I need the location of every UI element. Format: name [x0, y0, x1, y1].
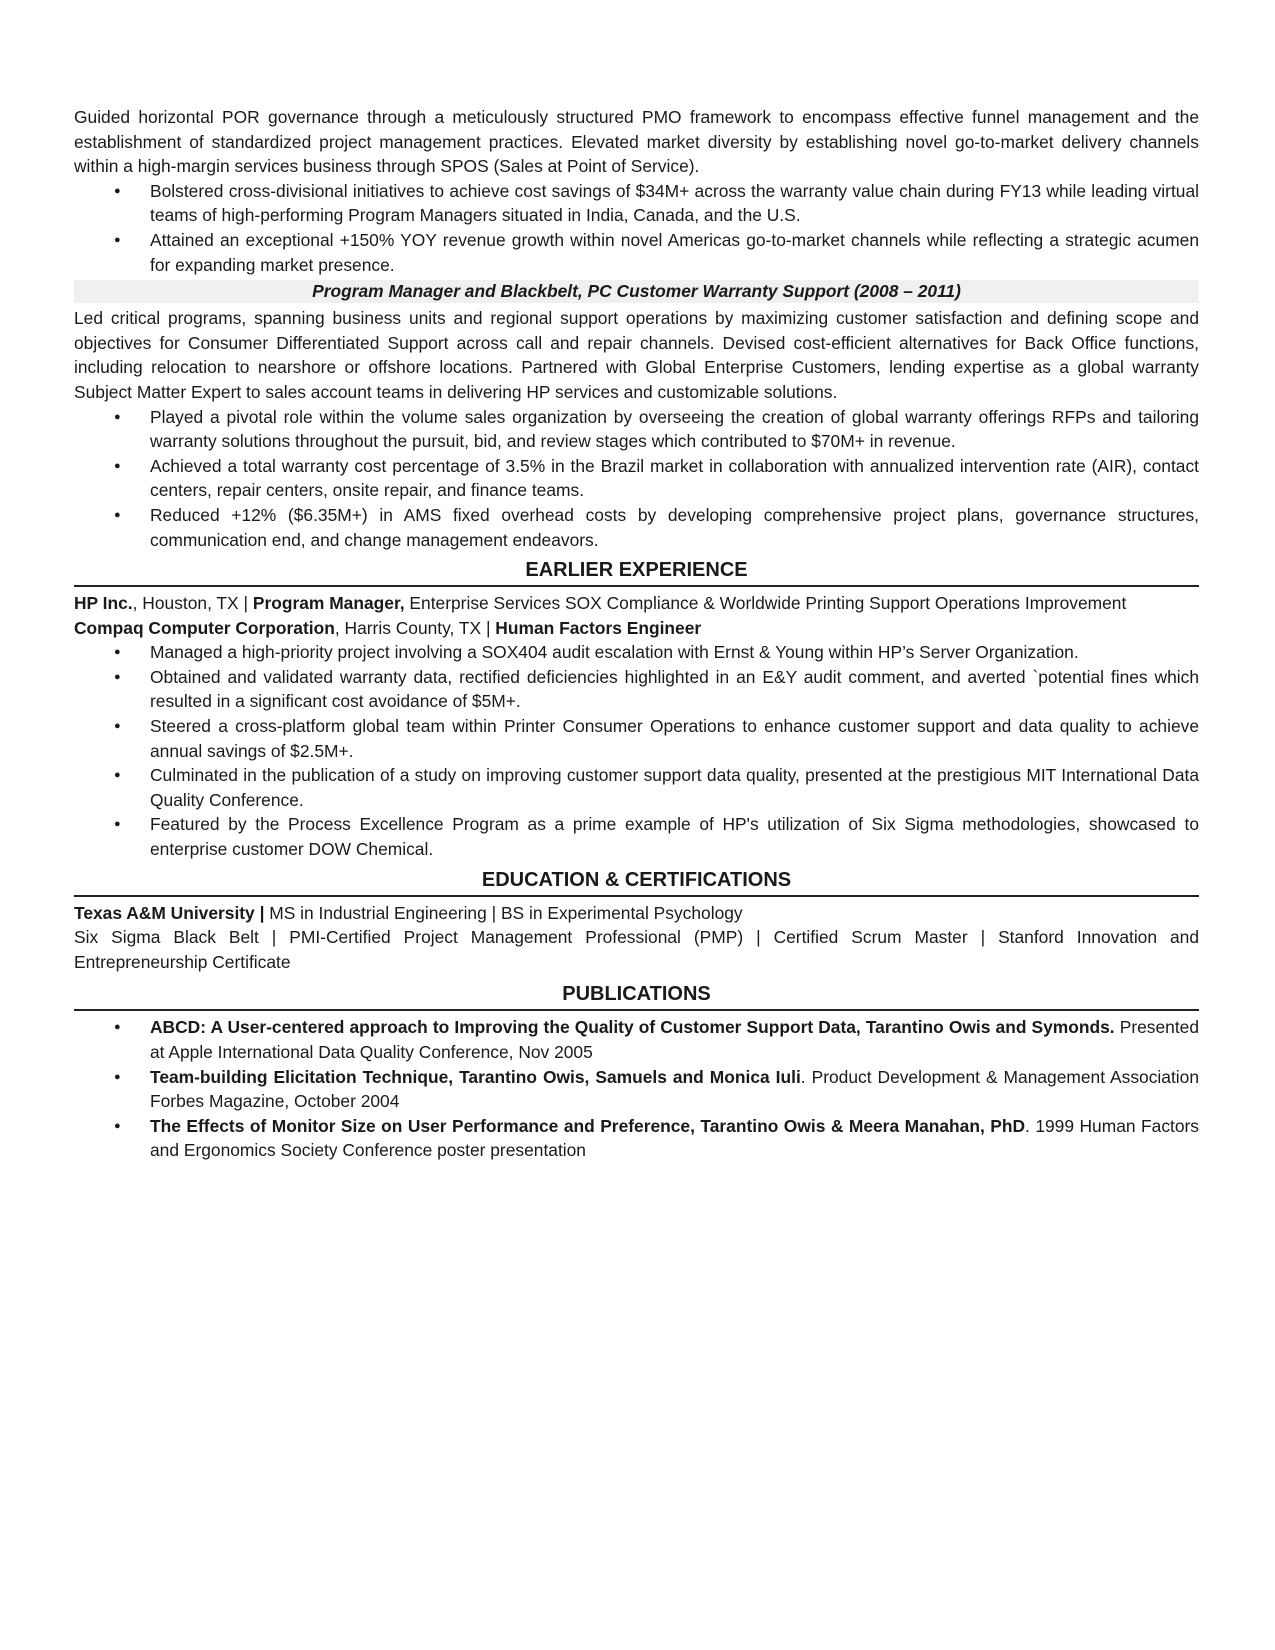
list-item [74, 1065, 1199, 1114]
list-item: ● Steered a cross-platform global team within Printer Consumer Operations to enhance customer support and data quality to achieve annual savings of $2.5M+. [74, 714, 1199, 763]
list-item: ● Featured by the Process Excellence Program as a prime example of HP's utilization of Six Sigma methodologies, showcased to enterprise customer DOW Chemical. [74, 812, 1199, 861]
section-heading-education: EDUCATION & CERTIFICATIONS [74, 866, 1199, 897]
list-item: ● Reduced +12% ($6.35M+) in AMS fixed overhead costs by developing comprehensive project plans, governance structures, communication end, and change management endeavors. [74, 503, 1199, 552]
role-bullet-list [74, 405, 1199, 553]
list-item: ● Played a pivotal role within the volume sales organization by overseeing the creation of global warranty offerings RFPs and tailoring warranty solutions throughout the pursuit, bid, and review stages which contributed to $70M+ in revenue. [74, 405, 1199, 454]
section-heading-publications: PUBLICATIONS [74, 980, 1199, 1011]
list-item [74, 1114, 1199, 1163]
publication-title: ABCD: A User-centered approach to Improving the Quality of Customer Support Data, Tarantino Owis and Symonds. [150, 1017, 1115, 1038]
list-item: ● Bolstered cross-divisional initiatives to achieve cost savings of $34M+ across the warranty value chain during FY13 while leading virtual teams of high-performing Program Managers situated in India, Canada, and the U.S. [74, 179, 1199, 228]
school-name: Texas A&M University | [74, 902, 265, 923]
publication-detail: . Product Development & Management Association Forbes Magazine, October 2004 [150, 1066, 1199, 1112]
publication-detail: . 1999 Human Factors and Ergonomics Society Conference poster presentation [150, 1115, 1200, 1161]
job-details: Enterprise Services SOX Compliance & Worldwide Printing Support Operations Improvement [404, 593, 1127, 614]
list-item: ● Culminated in the publication of a study on improving customer support data quality, presented at the prestigious MIT International Data Quality Conference. [74, 763, 1199, 812]
list-item: ● Obtained and validated warranty data, rectified deficiencies highlighted in an E&Y audit comment, and averted `potential fines which resulted in a significant cost avoidance of $5M+. [74, 665, 1199, 714]
publication-title: The Effects of Monitor Size on User Performance and Preference, Tarantino Owis & Meera Manahan, PhD [150, 1115, 1026, 1136]
intro-bullet-list [74, 179, 1199, 277]
resume-page [74, 105, 1199, 1163]
degrees: MS in Industrial Engineering | BS in Experimental Psychology [264, 902, 743, 923]
list-item [74, 1015, 1199, 1064]
earlier-employer-line-compaq [74, 616, 1199, 641]
job-title: Human Factors Engineer [495, 617, 702, 638]
earlier-bullet-list [74, 640, 1199, 861]
company-location: , Houston, TX | [132, 593, 253, 614]
publication-detail: Presented at Apple International Data Quality Conference, Nov 2005 [150, 1017, 1200, 1062]
section-heading-earlier-experience: EARLIER EXPERIENCE [74, 556, 1199, 587]
company-location: , Harris County, TX | [334, 617, 496, 638]
certifications-line: Six Sigma Black Belt | PMI-Certified Project Management Professional (PMP) | Certified Scrum Master | Stanford Innovation and Entrepreneurship Certificate [74, 927, 1199, 972]
earlier-employer-line-hp [74, 591, 1199, 616]
role-title: Program Manager and Blackbelt, PC Customer Warranty Support (2008 – 2011) [74, 280, 1199, 303]
job-title: Program Manager, [252, 593, 405, 614]
publications-list [74, 1015, 1199, 1163]
list-item: ● Attained an exceptional +150% YOY revenue growth within novel Americas go-to-market channels while reflecting a strategic acumen for expanding market presence. [74, 228, 1199, 277]
list-item: ● Managed a high-priority project involving a SOX404 audit escalation with Ernst & Young within HP’s Server Organization. [74, 640, 1199, 665]
intro-paragraph: Guided horizontal POR governance through a meticulously structured PMO framework to encompass effective funnel management and the establishment of standardized project management practices. Elevated market diversity by establishing novel go-to-market delivery channels within a high-margin services business through SPOS (Sales at Point of Service). [74, 107, 1199, 177]
publication-title: Team-building Elicitation Technique, Tarantino Owis, Samuels and Monica Iuli [150, 1066, 801, 1087]
company-name: HP Inc. [74, 593, 133, 614]
role-paragraph: Led critical programs, spanning business units and regional support operations by maximizing customer satisfaction and defining scope and objectives for Consumer Differentiated Support across call and repair channels. Devised cost-efficient alternatives for Back Office functions, including relocation to nearshore or offshore locations. Partnered with Global Enterprise Customers, lending expertise as a global warranty Subject Matter Expert to sales account teams in delivering HP services and customizable solutions. [74, 308, 1199, 402]
company-name: Compaq Computer Corporation [74, 617, 335, 638]
education-degree-line [74, 901, 1199, 926]
list-item: ● Achieved a total warranty cost percentage of 3.5% in the Brazil market in collaboration with annualized intervention rate (AIR), contact centers, repair centers, onsite repair, and finance teams. [74, 454, 1199, 503]
